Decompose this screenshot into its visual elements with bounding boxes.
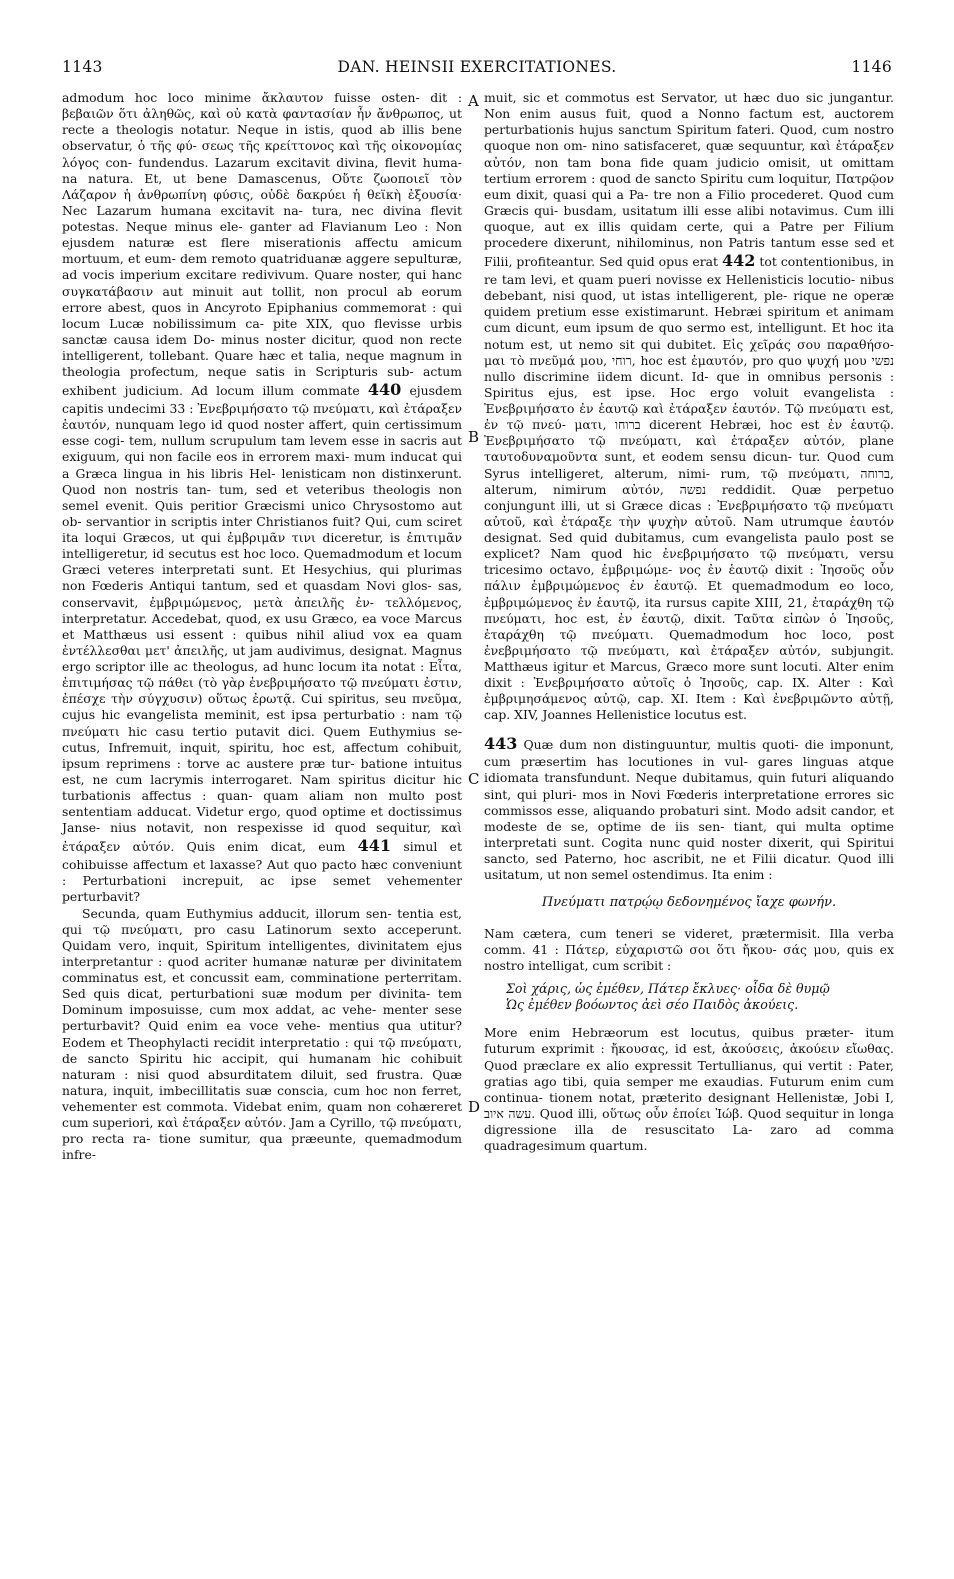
- poem-line: Ὡς ἐμέθεν βοόωντος ἀεὶ σέο Παιδὸς ἀκούεις.: [506, 996, 799, 1012]
- paragraph: Secunda, quam Euthymius adducit, illorum sen- tentia est, qui τῷ πνεύματι, pro casu Latinorum sexto acceperunt. Quidam vero, inquit, Spiritum intelligentes, divinitatem ejus interpretantur : quod acriter humanæ naturæ per divinitatem comminatus est, et concussit eam, comminatione perterritam. Sed quis dicat, perturbationi suæ modum per divinita- tem Dominum imposuisse, cum mox addat, ac vehe- menter sese perturbavit? Quid enim ea voce vehe- mentius qua utitur? Eodem et Theophylacti recidit interpretatio : qui τῷ πνεύματι, de sancto Spiritu hic accipit, qui humanam hic cohibuit naturam : nisi quod absurditatem diluit, sed frustra. Quæ natura, inquit, imbecillitatis suæ conscia, cum hoc non ferret, vehementer est commota. Videbat enim, quam non cohæreret cum superiori, καὶ ἐτάραξεν αὐτόν. Jam a Cyrillo, τῷ πνεύματι, pro recta ra- tione sumitur, qua præeunte, quemadmodum infre-: [62, 905, 462, 1163]
- running-title: DAN. HEINSII EXERCITATIONES.: [337, 58, 617, 76]
- paragraph: [62, 90, 462, 906]
- paragraph-text: simul et cohibuisse affectum et laxasse? Aut quo pacto hæc conveniunt : Perturbationi increpuit, ac ipse semet vehementer perturbavit?: [62, 839, 462, 905]
- paragraph-text: Quæ dum non distinguuntur, multis quoti- die imponunt, cum præsertim has locutiones in vul- gares linguas atque idiomata transfundunt. Neque dubitamus, quin futuri aliquando sint, qui pluri- mos in Novi Fœderis interpretatione errores sic commissos esse, aliquando probaturi sint. Modo adsit candor, et modeste de se, optime de iis sen- tiant, qui multa optime interpretati sunt. Cogita nunc quid noster dixerit, qui Spiritui sancto, sed Paterno, hoc ascribit, ne et Filii dicatur. Quod illi usitatum, ut non semel ostendimus. Ita enim :: [484, 736, 894, 883]
- poem-quotation: [484, 981, 894, 1014]
- poem-line: Σοὶ χάρις, ὡς ἐμέθεν, Πάτερ ἔκλυες· οἶδα δὲ θυμῷ: [506, 980, 830, 996]
- section-number: 441: [357, 836, 392, 856]
- margin-letter-c: C: [468, 770, 480, 788]
- section-number: 442: [722, 251, 756, 271]
- section-number: 440: [367, 380, 402, 400]
- paragraph-text: tot contentionibus, in re tam levi, et quam pueri novisse ex Hellenisticis locutio- nibus debebant, nisi quod, ut istas intelligerent, ple- rique ne operæ quidem pretium esse existimarunt. Hebræi spiritum et animam cum dicunt, eum ipsum de quo sermo est, intelligunt. Et hoc ita notum est, ut nemo sit qui dubitet. Εἰς χεῖράς σου παραθήσο- μαι τὸ πνεῦμά μου, רוחי, hoc est ἐμαυτόν, pro quo ψυχή μου נפשי nullo discrimine iidem dicunt. Id- que in omnibus personis : Spiritus ejus, est ipse. Hoc ergo voluit evangelista : Ἐνεβριμήσατο ἐν ἑαυτῷ καὶ ἐτάραξεν ἑαυτόν. Τῷ πνεύματι est, ἐν τῷ πνεύ- ματι, ברוחו dicerent Hebræi, hoc est ἐν ἑαυτῷ. Ἐνεβριμήσατο τῷ πνεύματι, καὶ ἐτάραξεν αὐτόν, plane ταυτοδυναμοῦντα sunt, et eodem sensu dicun- tur. Quod cum Syrus intelligeret, alterum, nimi- rum, τῷ πνεύματι, ברוחה, alterum, nimirum αὐτόν, נפשה reddidit. Quæ perpetuo conjungunt illi, ut si Græce dicas : Ἐνεβριμήσατο τῷ πνεύματι αὐτοῦ, καὶ ἐτάραξε τὴν ψυχὴν αὐτοῦ. Nam utrumque ἑαυτόν designat. Sed quid dubitamus, cum evangelista paulo post se explicet? Nam quod hic ἐνεβριμήσατο τῷ πνεύματι, versu tricesimo octavo, ἐμβριμώμε- νος ἐν ἑαυτῷ dixit : Ἰησοῦς οὖν πάλιν ἐμβριμώμενος ἐν ἑαυτῷ. Et quemadmodum eo loco, ἐμβριμώμενος ἐν ἑαυτῷ, ita rursus capite XIII, 21, ἐταράχθη τῷ πνεύματι, hoc est, ἐν ἑαυτῷ, dixit. Ταῦτα εἰπὼν ὁ Ἰησοῦς, ἐταράχθη τῷ πνεύματι. Quemadmodum hoc loco, post ἐνεβριμήσατο τῷ πνεύματι, καὶ ἐτάραξεν αὐτόν, subjungit. Matthæus igitur et Marcus, Græco more sunt locuti. Alter enim dixit : Ἐνεβριμήσατο αὐτοῖς ὁ Ἰησοῦς, cap. IX. Alter : Καὶ ἐμβριμησάμενος αὐτῷ, cap. XI. Item : Καὶ ἐνεβριμῶντο αὐτῇ, cap. XIV, Joannes Hellenistice locutus est.: [484, 254, 895, 723]
- verse-quotation: Πνεύματι πατρῴῳ δεδονημένος ἴαχε φωνήν.: [541, 895, 837, 911]
- paragraph: Nam cætera, cum teneri se videret, prætermisit. Illa verba comm. 41 : Πάτερ, εὐχαριστῶ σοι ὅτι ἤκου- σάς μου, quis ex nostro intelligat, cum scribit :: [484, 926, 894, 974]
- paragraph-text: ejusdem capitis undecimi 33 : Ἐνεβριμήσατο τῷ πνεύματι, καὶ ἐτάραξεν ἑαυτόν, nunquam lego id quod noster affert, quin certissimum esse cogi- tem, nullum scrupulum tam levem esse in sacris aut exiguum, qui non facile eos in errorem maxi- mum inducat qui a Græca lingua in his libris Hel- lenisticam non distinxerunt. Quod non nostris tan- tum, sed et veteribus theologis non semel evenit. Quis peritior Græcismi unico Chrysostomo aut ob- servantior in scriptis inter Christianos fuit? Qui, cum sciret ita loqui Græcos, ut qui ἐμβριμᾶν τινι diceretur, is ἐπιτιμᾶν intelligeretur, id secutus est hoc loco. Quemadmodum et locum Græci veteres interpretati sunt. Et Hesychius, qui plurimas non Fœderis Antiqui tantum, sed et quasdam Novi glos- sas, conservavit, ἐμβριμώμενος, μετὰ ἀπειλῆς ἐν- τελλόμενος, interpretatur. Accedebat, quod, ex usu Græco, ea voce Marcus et Matthæus usi essent : quibus nihil aliud vox ea quam ἐντέλλεσθαι μετ' ἀπειλῆς, ut jam audivimus, designat. Magnus ergo scriptor ille ac theologus, ad hunc locum ita notat : Εἶτα, ἐπιτιμήσας τῷ πάθει (τὸ γὰρ ἐνεβριμήσατο τῷ πνεύματι ἐστιν, ἐπέσχε τὴν σύγχυσιν) οὕτως ἐρωτᾷ. Cui spiritus, seu πνεῦμα, cujus hic evangelista meminit, est ipsa perturbatio : nam τῷ πνεύματι hic casu tertio putavit dici. Quem Euthymius se- cutus, Infremuit, inquit, spiritu, hoc est, affectum cohibuit, ipsum reprimens : torve ac austere præ tur- batione intuitus est, ne cum lacrymis interrogaret. Nam spiritus dicitur hic turbationis affectus : quan- quam aliam non multo post sententiam adducat. Videtur ergo, quod optime et doctissimus Janse- nius notavit, non respexisse id quod sequitur, καὶ ἐτάραξεν αὐτόν. Quis enim dicat, eum: [62, 383, 462, 855]
- running-header: [62, 58, 892, 82]
- paragraph: [484, 90, 894, 724]
- margin-letter-a: A: [468, 92, 479, 110]
- page-number-right: 1146: [851, 58, 892, 76]
- left-column: [62, 90, 462, 1164]
- margin-letter-b: B: [468, 428, 480, 446]
- right-column: [484, 90, 894, 1154]
- paragraph-text: muit, sic et commotus est Servator, ut hæc duo sic jungantur. Non enim ausus fuit, quod a Nonno factum est, auctorem perturbationis hujus sanctum Spiritum fateri. Quod, cum nostro quoque non om- nino satisfaceret, quæ sequuntur, καὶ ἐτάραξεν αὐτόν, non tam bona fide quam judicio omisit, ut omittam tertium errorem : quod de sancto Spiritu cum loquitur, Πατρῷον eum dixit, quasi qui a Pa- tre non a Filio procederet. Quod cum Græcis qui- busdam, usitatum illi esse alibi notavimus. Cum illi quoque, aut ex illis quidam certe, qui a Patre per Filium procedere dixerunt, nihilominus, non Patris tantum esse sed et Filii, profiteantur. Sed quid opus erat: [484, 90, 894, 270]
- paragraph-text: admodum hoc loco minime ἄκλαυτον fuisse osten- dit : βεβαιῶν ὅτι ἀληθῶς, καὶ οὐ κατὰ φαντασίαν ἦν ἄνθρωπος, ut recte a theologis notatur. Neque in istis, quod ab illis bene observatur, ὁ τῆς φύ- σεως τῆς κρείττονος καὶ τῆς οἰκονομίας λόγος con- fundendus. Lazarum excitavit divina, flevit huma- na natura. Et, ut bene Damascenus, Οὔτε ζωοποιεῖ τὸν Λάζαρον ἡ ἀνθρωπίνη φύσις, οὐδὲ δακρύει ἡ θεϊκὴ ἐξουσία· Nec Lazarum humana excitavit na- tura, nec divina flevit potestas. Neque minus ele- ganter ad Flavianum Leo : Non ejusdem naturæ est flere miserationis affectu amicum mortuum, et eum- dem remoto quatriduanæ aggere sepulturæ, ad vocis imperium excitare redivivum. Quare noster, qui hanc συγκατάβασιν aut minuit aut tollit, non procul ab eorum errore abest, quos in Ancyroto Epiphanius commemorat : qui locum Lucæ nobilissimum ca- pite XIX, quo flevisse urbis sanctæ causa idem Do- minus noster dicitur, quod non recte intelligerent, tollebant. Quare hæc et talia, neque magnum in theologia profectum, neque satis in Scripturis sub- actum exhibent judicium. Ad locum illum commate: [62, 90, 462, 399]
- section-number: 443: [484, 733, 518, 753]
- paragraph: [484, 734, 894, 884]
- page-number-left: 1143: [62, 58, 103, 76]
- margin-letter-d: D: [468, 1098, 481, 1116]
- paragraph: More enim Hebræorum est locutus, quibus præter- itum futurum exprimit : ἤκουσας, id est, ἀκούσεις, ἀκούειν εἴωθας. Quod præclare ex alio expressit Tertullianus, qui vertit : Pater, gratias ago tibi, quia semper me exaudias. Futurum enim cum continua- tionem notat, præterito designant Hellenistæ, Jobi I, עשה איוב. Quod illi, οὕτως οὖν ἐποίει Ἰώβ. Quod sequitur in longa digressione illa de resuscitato La- zaro ad comma quadragesimum quartum.: [484, 1025, 894, 1154]
